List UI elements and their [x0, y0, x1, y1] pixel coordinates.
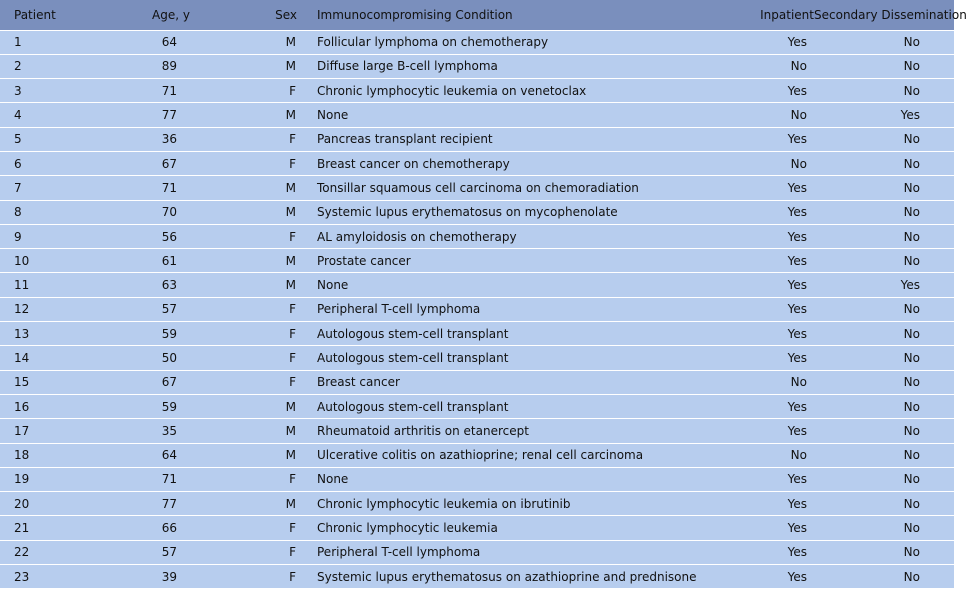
cell-age: 71	[106, 467, 207, 491]
cell-condition: Breast cancer on chemotherapy	[317, 151, 702, 175]
cell-sex: F	[207, 127, 317, 151]
cell-inpatient: Yes	[702, 565, 814, 589]
cell-age: 35	[106, 419, 207, 443]
cell-condition: Chronic lymphocytic leukemia	[317, 516, 702, 540]
cell-secondary-dissemination: No	[814, 322, 954, 346]
table-row	[0, 565, 954, 589]
cell-patient: 13	[0, 322, 106, 346]
cell-sex: F	[207, 224, 317, 248]
cell-sex: F	[207, 370, 317, 394]
cell-secondary-dissemination: No	[814, 394, 954, 418]
cell-inpatient: No	[702, 151, 814, 175]
cell-age: 70	[106, 200, 207, 224]
cell-age: 61	[106, 249, 207, 273]
cell-condition: Chronic lymphocytic leukemia on ibrutinib	[317, 492, 702, 516]
cell-age: 89	[106, 54, 207, 78]
cell-secondary-dissemination: No	[814, 419, 954, 443]
cell-inpatient: Yes	[702, 467, 814, 491]
cell-sex: F	[207, 346, 317, 370]
cell-sex: M	[207, 30, 317, 54]
cell-sex: M	[207, 176, 317, 200]
cell-patient: 21	[0, 516, 106, 540]
table-row	[0, 467, 954, 491]
table-row	[0, 249, 954, 273]
cell-condition: Diffuse large B-cell lymphoma	[317, 54, 702, 78]
cell-condition: None	[317, 103, 702, 127]
cell-inpatient: Yes	[702, 249, 814, 273]
cell-secondary-dissemination: No	[814, 151, 954, 175]
cell-patient: 8	[0, 200, 106, 224]
cell-patient: 18	[0, 443, 106, 467]
cell-age: 71	[106, 176, 207, 200]
cell-inpatient: Yes	[702, 224, 814, 248]
header-sex: Sex	[207, 0, 317, 30]
cell-age: 63	[106, 273, 207, 297]
header-patient: Patient	[0, 0, 106, 30]
cell-patient: 5	[0, 127, 106, 151]
cell-secondary-dissemination: No	[814, 540, 954, 564]
table-header	[0, 0, 967, 30]
cell-patient: 10	[0, 249, 106, 273]
cell-inpatient: Yes	[702, 322, 814, 346]
cell-inpatient: Yes	[702, 516, 814, 540]
cell-age: 59	[106, 394, 207, 418]
table-row	[0, 322, 954, 346]
cell-age: 64	[106, 30, 207, 54]
table-row	[0, 127, 954, 151]
cell-age: 67	[106, 151, 207, 175]
table-row	[0, 273, 954, 297]
header-inpatient: Inpatient	[702, 0, 814, 30]
table-row	[0, 492, 954, 516]
table-body	[0, 30, 954, 589]
cell-sex: M	[207, 443, 317, 467]
cell-condition: Tonsillar squamous cell carcinoma on chemoradiation	[317, 176, 702, 200]
cell-patient: 3	[0, 79, 106, 103]
cell-condition: Peripheral T-cell lymphoma	[317, 297, 702, 321]
cell-patient: 11	[0, 273, 106, 297]
table-row	[0, 419, 954, 443]
table-row	[0, 370, 954, 394]
header-secondary-dissemination: Secondary Dissemination	[814, 0, 954, 30]
cell-age: 64	[106, 443, 207, 467]
cell-age: 57	[106, 297, 207, 321]
cell-age: 59	[106, 322, 207, 346]
cell-sex: F	[207, 79, 317, 103]
cell-inpatient: Yes	[702, 200, 814, 224]
cell-sex: F	[207, 322, 317, 346]
cell-patient: 17	[0, 419, 106, 443]
table-row	[0, 394, 954, 418]
cell-patient: 1	[0, 30, 106, 54]
cell-secondary-dissemination: No	[814, 370, 954, 394]
cell-inpatient: Yes	[702, 297, 814, 321]
cell-secondary-dissemination: No	[814, 297, 954, 321]
cell-age: 67	[106, 370, 207, 394]
cell-secondary-dissemination: Yes	[814, 103, 954, 127]
cell-sex: M	[207, 249, 317, 273]
cell-secondary-dissemination: No	[814, 79, 954, 103]
cell-age: 50	[106, 346, 207, 370]
cell-condition: Systemic lupus erythematosus on mycophenolate	[317, 200, 702, 224]
table-row	[0, 297, 954, 321]
cell-sex: M	[207, 200, 317, 224]
cell-condition: Pancreas transplant recipient	[317, 127, 702, 151]
cell-sex: M	[207, 103, 317, 127]
table-row	[0, 200, 954, 224]
cell-patient: 4	[0, 103, 106, 127]
cell-inpatient: Yes	[702, 492, 814, 516]
cell-patient: 9	[0, 224, 106, 248]
cell-condition: Systemic lupus erythematosus on azathioprine and prednisone	[317, 565, 702, 589]
cell-condition: Autologous stem-cell transplant	[317, 394, 702, 418]
cell-patient: 23	[0, 565, 106, 589]
cell-condition: Follicular lymphoma on chemotherapy	[317, 30, 702, 54]
cell-inpatient: Yes	[702, 419, 814, 443]
cell-age: 77	[106, 492, 207, 516]
cell-condition: Autologous stem-cell transplant	[317, 346, 702, 370]
cell-inpatient: Yes	[702, 540, 814, 564]
table-row	[0, 443, 954, 467]
table-row	[0, 54, 954, 78]
cell-patient: 6	[0, 151, 106, 175]
table-row	[0, 346, 954, 370]
cell-patient: 2	[0, 54, 106, 78]
cell-patient: 14	[0, 346, 106, 370]
cell-secondary-dissemination: No	[814, 443, 954, 467]
cell-inpatient: Yes	[702, 79, 814, 103]
header-row	[0, 0, 954, 30]
cell-condition: AL amyloidosis on chemotherapy	[317, 224, 702, 248]
cell-secondary-dissemination: No	[814, 467, 954, 491]
cell-sex: F	[207, 516, 317, 540]
cell-condition: Ulcerative colitis on azathioprine; renal cell carcinoma	[317, 443, 702, 467]
cell-inpatient: No	[702, 103, 814, 127]
cell-condition: Peripheral T-cell lymphoma	[317, 540, 702, 564]
cell-age: 77	[106, 103, 207, 127]
cell-sex: F	[207, 467, 317, 491]
cell-condition: None	[317, 467, 702, 491]
table-row	[0, 224, 954, 248]
cell-inpatient: Yes	[702, 273, 814, 297]
cell-inpatient: Yes	[702, 127, 814, 151]
cell-inpatient: No	[702, 370, 814, 394]
cell-age: 66	[106, 516, 207, 540]
cell-age: 56	[106, 224, 207, 248]
cell-age: 36	[106, 127, 207, 151]
cell-inpatient: Yes	[702, 30, 814, 54]
cell-patient: 7	[0, 176, 106, 200]
cell-secondary-dissemination: No	[814, 54, 954, 78]
cell-secondary-dissemination: No	[814, 176, 954, 200]
cell-condition: Autologous stem-cell transplant	[317, 322, 702, 346]
cell-secondary-dissemination: No	[814, 565, 954, 589]
cell-condition: Rheumatoid arthritis on etanercept	[317, 419, 702, 443]
cell-inpatient: Yes	[702, 176, 814, 200]
cell-secondary-dissemination: Yes	[814, 273, 954, 297]
cell-sex: F	[207, 540, 317, 564]
table-row	[0, 516, 954, 540]
cell-secondary-dissemination: No	[814, 127, 954, 151]
cell-age: 39	[106, 565, 207, 589]
cell-patient: 19	[0, 467, 106, 491]
table-row	[0, 79, 954, 103]
table-row	[0, 151, 954, 175]
cell-sex: M	[207, 419, 317, 443]
table-row	[0, 540, 954, 564]
cell-sex: M	[207, 394, 317, 418]
cell-condition: None	[317, 273, 702, 297]
cell-inpatient: No	[702, 443, 814, 467]
cell-patient: 15	[0, 370, 106, 394]
cell-age: 71	[106, 79, 207, 103]
cell-secondary-dissemination: No	[814, 249, 954, 273]
cell-patient: 20	[0, 492, 106, 516]
cell-sex: F	[207, 565, 317, 589]
cell-secondary-dissemination: No	[814, 224, 954, 248]
cell-inpatient: No	[702, 54, 814, 78]
cell-patient: 12	[0, 297, 106, 321]
cell-secondary-dissemination: No	[814, 516, 954, 540]
cell-sex: M	[207, 492, 317, 516]
cell-inpatient: Yes	[702, 346, 814, 370]
cell-condition: Chronic lymphocytic leukemia on venetoclax	[317, 79, 702, 103]
cell-inpatient: Yes	[702, 394, 814, 418]
cell-sex: M	[207, 273, 317, 297]
table-row	[0, 103, 954, 127]
cell-age: 57	[106, 540, 207, 564]
cell-sex: F	[207, 151, 317, 175]
cell-condition: Prostate cancer	[317, 249, 702, 273]
table-row	[0, 176, 954, 200]
cell-condition: Breast cancer	[317, 370, 702, 394]
table-row	[0, 30, 954, 54]
header-age: Age, y	[106, 0, 207, 30]
cell-secondary-dissemination: No	[814, 346, 954, 370]
cell-sex: M	[207, 54, 317, 78]
cell-secondary-dissemination: No	[814, 492, 954, 516]
cell-secondary-dissemination: No	[814, 30, 954, 54]
cell-secondary-dissemination: No	[814, 200, 954, 224]
cell-patient: 16	[0, 394, 106, 418]
cell-sex: F	[207, 297, 317, 321]
header-condition: Immunocompromising Condition	[317, 0, 702, 30]
cell-patient: 22	[0, 540, 106, 564]
